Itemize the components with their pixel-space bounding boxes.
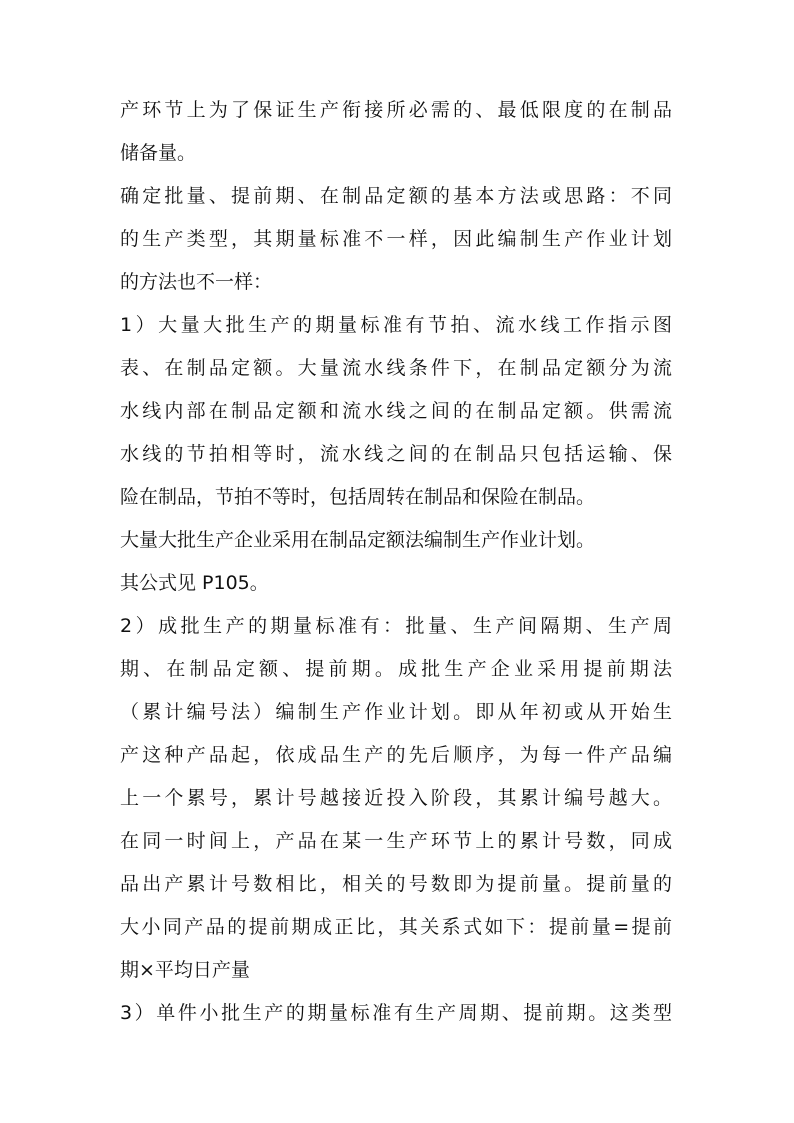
text-line: （累计编号法）编制生产作业计划。即从年初或从开始生	[120, 701, 672, 723]
text-line: 大量大批生产企业采用在制品定额法编制生产作业计划。	[120, 529, 596, 551]
text-line: 1）大量大批生产的期量标准有节拍、流水线工作指示图	[120, 314, 672, 336]
text-line: 确定批量、提前期、在制品定额的基本方法或思路：不同	[120, 185, 672, 207]
text-line: 在同一时间上，产品在某一生产环节上的累计号数，同成	[120, 830, 672, 852]
text-line: 的方法也不一样：	[120, 271, 273, 293]
text-line: 的生产类型，其期量标准不一样，因此编制生产作业计划	[120, 228, 672, 250]
text-line: 水线内部在制品定额和流水线之间的在制品定额。供需流	[120, 400, 672, 422]
text-line: 表、在制品定额。大量流水线条件下，在制品定额分为流	[120, 357, 672, 379]
text-line: 大小同产品的提前期成正比，其关系式如下：提前量=提前	[120, 916, 672, 938]
text-line: 品出产累计号数相比，相关的号数即为提前量。提前量的	[120, 873, 672, 895]
text-line: 储备量。	[120, 142, 197, 164]
text-line: 产这种产品起，依成品生产的先后顺序，为每一件产品编	[120, 744, 672, 766]
text-line: 期×平均日产量	[120, 959, 250, 981]
text-line: 产环节上为了保证生产衔接所必需的、最低限度的在制品	[120, 99, 672, 121]
text-line: 上一个累号，累计号越接近投入阶段，其累计编号越大。	[120, 787, 672, 809]
text-line: 其公式见 P105。	[120, 572, 269, 594]
text-line: 3）单件小批生产的期量标准有生产周期、提前期。这类型	[120, 1002, 672, 1024]
text-line: 期、在制品定额、提前期。成批生产企业采用提前期法	[120, 658, 672, 680]
text-line: 水线的节拍相等时，流水线之间的在制品只包括运输、保	[120, 443, 672, 465]
text-line: 险在制品，节拍不等时，包括周转在制品和保险在制品。	[120, 486, 596, 508]
text-line: 2）成批生产的期量标准有：批量、生产间隔期、生产周	[120, 615, 672, 637]
